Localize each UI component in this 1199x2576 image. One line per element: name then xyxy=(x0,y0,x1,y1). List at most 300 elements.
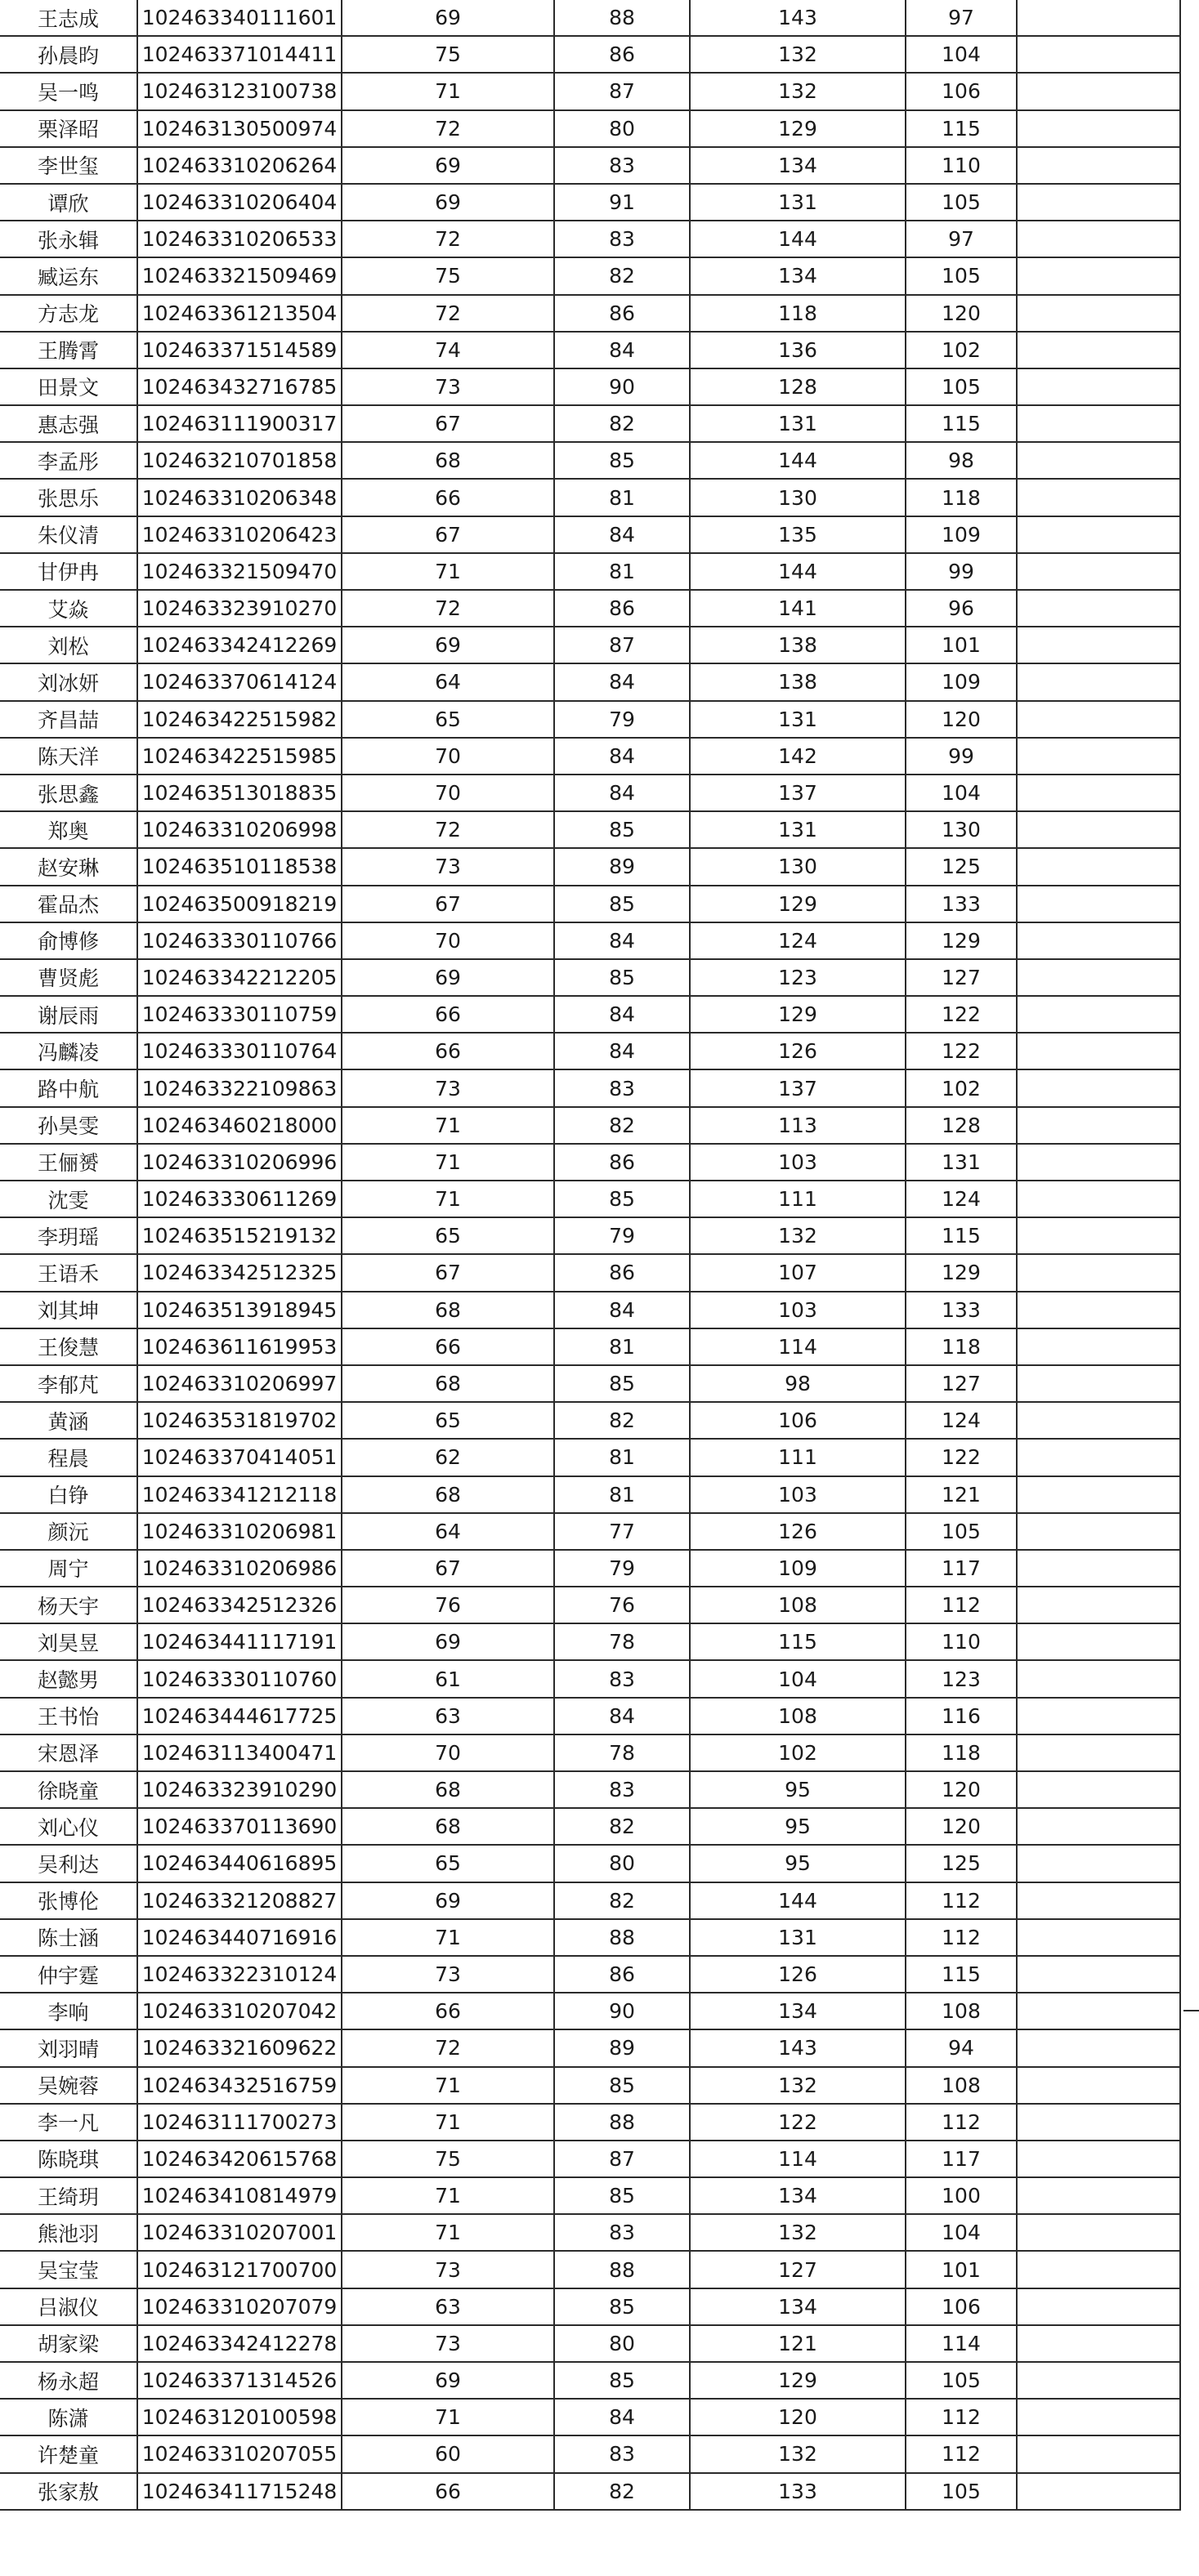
cell-empty xyxy=(1017,2177,1180,2214)
cell-score-4: 118 xyxy=(906,1328,1017,1365)
cell-score-2: 78 xyxy=(554,1734,690,1771)
cell-score-2: 79 xyxy=(554,701,690,738)
cell-score-2: 88 xyxy=(554,2251,690,2288)
cell-name: 陈晓琪 xyxy=(0,2141,137,2177)
cell-score-2: 85 xyxy=(554,2288,690,2325)
cell-name: 朱仪清 xyxy=(0,516,137,553)
cell-score-4: 112 xyxy=(906,2435,1017,2472)
cell-score-3: 144 xyxy=(690,442,906,479)
cell-empty xyxy=(1017,257,1180,294)
cell-name: 陈天洋 xyxy=(0,738,137,775)
table-row xyxy=(0,663,1180,700)
cell-score-3: 134 xyxy=(690,257,906,294)
cell-candidate-id: 102463322310124 xyxy=(137,1956,342,1993)
cell-score-3: 118 xyxy=(690,295,906,332)
cell-candidate-id: 102463444617725 xyxy=(137,1698,342,1734)
cell-name: 刘冰妍 xyxy=(0,663,137,700)
cell-name: 俞博修 xyxy=(0,922,137,959)
cell-score-3: 108 xyxy=(690,1698,906,1734)
cell-name: 张思乐 xyxy=(0,479,137,516)
cell-empty xyxy=(1017,1217,1180,1254)
cell-score-3: 111 xyxy=(690,1181,906,1217)
cell-score-3: 136 xyxy=(690,332,906,368)
cell-score-3: 138 xyxy=(690,663,906,700)
cell-score-1: 66 xyxy=(342,1033,554,1069)
cell-score-3: 129 xyxy=(690,996,906,1033)
cell-candidate-id: 102463513918945 xyxy=(137,1292,342,1328)
cell-candidate-id: 102463411715248 xyxy=(137,2473,342,2510)
cell-name: 张博伦 xyxy=(0,1882,137,1919)
cell-score-2: 81 xyxy=(554,479,690,516)
cell-score-2: 84 xyxy=(554,1698,690,1734)
table-row xyxy=(0,479,1180,516)
cell-score-4: 94 xyxy=(906,2029,1017,2066)
cell-score-1: 71 xyxy=(342,2399,554,2435)
cell-score-2: 83 xyxy=(554,2435,690,2472)
cell-score-3: 131 xyxy=(690,405,906,442)
table-row xyxy=(0,110,1180,147)
cell-score-2: 85 xyxy=(554,811,690,848)
cell-score-1: 62 xyxy=(342,1439,554,1476)
cell-name: 王志成 xyxy=(0,0,137,36)
cell-score-4: 129 xyxy=(906,922,1017,959)
cell-score-4: 124 xyxy=(906,1181,1017,1217)
cell-score-1: 75 xyxy=(342,2141,554,2177)
cell-score-1: 71 xyxy=(342,73,554,109)
table-row xyxy=(0,1808,1180,1845)
cell-candidate-id: 102463432516759 xyxy=(137,2067,342,2104)
cell-score-3: 143 xyxy=(690,0,906,36)
cell-candidate-id: 102463120100598 xyxy=(137,2399,342,2435)
cell-score-1: 72 xyxy=(342,590,554,627)
cell-empty xyxy=(1017,663,1180,700)
cell-candidate-id: 102463342412278 xyxy=(137,2325,342,2362)
cell-score-1: 65 xyxy=(342,1217,554,1254)
cell-score-3: 129 xyxy=(690,886,906,922)
cell-score-4: 99 xyxy=(906,738,1017,775)
table-row xyxy=(0,2399,1180,2435)
cell-score-2: 81 xyxy=(554,1476,690,1513)
cell-candidate-id: 102463531819702 xyxy=(137,1402,342,1439)
cell-name: 吴婉蓉 xyxy=(0,2067,137,2104)
cell-score-4: 117 xyxy=(906,1550,1017,1587)
cell-score-2: 86 xyxy=(554,1144,690,1181)
cell-score-4: 133 xyxy=(906,886,1017,922)
cell-score-1: 66 xyxy=(342,1328,554,1365)
cell-score-3: 141 xyxy=(690,590,906,627)
cell-empty xyxy=(1017,0,1180,36)
cell-score-2: 86 xyxy=(554,295,690,332)
cell-score-2: 76 xyxy=(554,1587,690,1623)
cell-score-2: 80 xyxy=(554,1845,690,1882)
cell-name: 谭欣 xyxy=(0,184,137,221)
table-row xyxy=(0,738,1180,775)
cell-score-3: 104 xyxy=(690,1660,906,1697)
cell-score-4: 127 xyxy=(906,959,1017,996)
table-row xyxy=(0,775,1180,811)
cell-score-1: 71 xyxy=(342,1181,554,1217)
cell-empty xyxy=(1017,2104,1180,2141)
cell-name: 甘伊冉 xyxy=(0,553,137,590)
cell-empty xyxy=(1017,1845,1180,1882)
cell-score-2: 82 xyxy=(554,1402,690,1439)
cell-score-2: 82 xyxy=(554,1882,690,1919)
cell-score-1: 68 xyxy=(342,442,554,479)
cell-candidate-id: 102463432716785 xyxy=(137,368,342,405)
cell-name: 颜沅 xyxy=(0,1513,137,1550)
cell-score-2: 90 xyxy=(554,1993,690,2029)
cell-candidate-id: 102463310206423 xyxy=(137,516,342,553)
cell-name: 刘羽晴 xyxy=(0,2029,137,2066)
cell-score-1: 66 xyxy=(342,1993,554,2029)
cell-score-2: 84 xyxy=(554,996,690,1033)
table-row xyxy=(0,1107,1180,1144)
cell-score-1: 71 xyxy=(342,553,554,590)
cell-empty xyxy=(1017,1660,1180,1697)
cell-score-2: 85 xyxy=(554,2177,690,2214)
table-row xyxy=(0,73,1180,109)
cell-score-2: 84 xyxy=(554,2399,690,2435)
cell-empty xyxy=(1017,959,1180,996)
cell-score-3: 143 xyxy=(690,2029,906,2066)
table-row xyxy=(0,257,1180,294)
cell-candidate-id: 102463361213504 xyxy=(137,295,342,332)
cell-score-1: 73 xyxy=(342,2251,554,2288)
cell-score-1: 68 xyxy=(342,1365,554,1402)
cell-empty xyxy=(1017,811,1180,848)
cell-empty xyxy=(1017,1993,1180,2029)
cell-name: 谢辰雨 xyxy=(0,996,137,1033)
cell-score-4: 104 xyxy=(906,36,1017,73)
cell-empty xyxy=(1017,1365,1180,1402)
table-row xyxy=(0,2177,1180,2214)
cell-score-4: 124 xyxy=(906,1402,1017,1439)
cell-name: 白铮 xyxy=(0,1476,137,1513)
cell-empty xyxy=(1017,1476,1180,1513)
cell-score-4: 99 xyxy=(906,553,1017,590)
table-row xyxy=(0,2473,1180,2510)
cell-score-4: 118 xyxy=(906,1734,1017,1771)
cell-score-2: 85 xyxy=(554,1181,690,1217)
cell-score-1: 73 xyxy=(342,1069,554,1106)
cell-candidate-id: 102463371314526 xyxy=(137,2362,342,2399)
cell-candidate-id: 102463460218000 xyxy=(137,1107,342,1144)
cell-score-4: 122 xyxy=(906,996,1017,1033)
cell-score-3: 109 xyxy=(690,1550,906,1587)
table-row xyxy=(0,1623,1180,1660)
cell-score-2: 83 xyxy=(554,1771,690,1808)
cell-score-1: 75 xyxy=(342,36,554,73)
cell-score-3: 122 xyxy=(690,2104,906,2141)
cell-score-2: 87 xyxy=(554,2141,690,2177)
table-row xyxy=(0,2435,1180,2472)
cell-score-3: 135 xyxy=(690,516,906,553)
cell-empty xyxy=(1017,295,1180,332)
cell-score-4: 102 xyxy=(906,332,1017,368)
cell-score-1: 73 xyxy=(342,368,554,405)
cell-score-2: 81 xyxy=(554,1328,690,1365)
cell-score-2: 80 xyxy=(554,110,690,147)
cell-score-3: 134 xyxy=(690,147,906,184)
cell-candidate-id: 102463440616895 xyxy=(137,1845,342,1882)
table-row xyxy=(0,1292,1180,1328)
cell-candidate-id: 102463121700700 xyxy=(137,2251,342,2288)
cell-name: 刘心仪 xyxy=(0,1808,137,1845)
cell-score-2: 78 xyxy=(554,1623,690,1660)
cell-candidate-id: 102463323910290 xyxy=(137,1771,342,1808)
cell-score-1: 67 xyxy=(342,516,554,553)
cell-candidate-id: 102463322109863 xyxy=(137,1069,342,1106)
cell-score-2: 86 xyxy=(554,36,690,73)
cell-score-4: 115 xyxy=(906,405,1017,442)
cell-name: 周宁 xyxy=(0,1550,137,1587)
cell-empty xyxy=(1017,110,1180,147)
cell-score-4: 110 xyxy=(906,1623,1017,1660)
cell-score-2: 82 xyxy=(554,1107,690,1144)
cell-empty xyxy=(1017,2251,1180,2288)
cell-score-4: 109 xyxy=(906,516,1017,553)
cell-empty xyxy=(1017,848,1180,885)
cell-candidate-id: 102463422515982 xyxy=(137,701,342,738)
cell-empty xyxy=(1017,1808,1180,1845)
cell-score-4: 120 xyxy=(906,1771,1017,1808)
table-row xyxy=(0,1439,1180,1476)
cell-score-1: 68 xyxy=(342,1771,554,1808)
cell-score-3: 132 xyxy=(690,1217,906,1254)
cell-score-2: 88 xyxy=(554,1919,690,1956)
cell-score-2: 84 xyxy=(554,332,690,368)
cell-empty xyxy=(1017,775,1180,811)
cell-score-2: 77 xyxy=(554,1513,690,1550)
cell-score-2: 82 xyxy=(554,405,690,442)
cell-score-2: 83 xyxy=(554,221,690,257)
cell-score-1: 71 xyxy=(342,1144,554,1181)
cell-score-4: 105 xyxy=(906,184,1017,221)
cell-score-3: 132 xyxy=(690,73,906,109)
cell-empty xyxy=(1017,73,1180,109)
cell-score-3: 131 xyxy=(690,811,906,848)
cell-score-4: 97 xyxy=(906,0,1017,36)
cell-name: 艾焱 xyxy=(0,590,137,627)
cell-candidate-id: 102463310206533 xyxy=(137,221,342,257)
cell-score-1: 69 xyxy=(342,2362,554,2399)
cell-score-1: 69 xyxy=(342,184,554,221)
table-row xyxy=(0,959,1180,996)
cell-name: 田景文 xyxy=(0,368,137,405)
cell-score-4: 127 xyxy=(906,1365,1017,1402)
cell-name: 张家敖 xyxy=(0,2473,137,2510)
table-row xyxy=(0,368,1180,405)
cell-name: 沈雯 xyxy=(0,1181,137,1217)
cell-empty xyxy=(1017,1956,1180,1993)
table-row xyxy=(0,2362,1180,2399)
table-row xyxy=(0,1513,1180,1550)
table-border-fragment xyxy=(1183,2010,1199,2011)
cell-empty xyxy=(1017,2399,1180,2435)
cell-name: 熊池羽 xyxy=(0,2214,137,2251)
cell-candidate-id: 102463130500974 xyxy=(137,110,342,147)
cell-score-4: 129 xyxy=(906,1254,1017,1291)
table-row xyxy=(0,1033,1180,1069)
cell-score-4: 104 xyxy=(906,775,1017,811)
cell-score-3: 124 xyxy=(690,922,906,959)
cell-score-2: 84 xyxy=(554,1033,690,1069)
cell-name: 李世玺 xyxy=(0,147,137,184)
cell-score-4: 130 xyxy=(906,811,1017,848)
table-row xyxy=(0,295,1180,332)
cell-score-2: 83 xyxy=(554,147,690,184)
cell-candidate-id: 102463341212118 xyxy=(137,1476,342,1513)
table-row xyxy=(0,2067,1180,2104)
cell-score-1: 73 xyxy=(342,1956,554,1993)
cell-candidate-id: 102463323910270 xyxy=(137,590,342,627)
table-row xyxy=(0,1181,1180,1217)
table-row xyxy=(0,553,1180,590)
table-row xyxy=(0,36,1180,73)
cell-empty xyxy=(1017,147,1180,184)
cell-candidate-id: 102463310207055 xyxy=(137,2435,342,2472)
table-row xyxy=(0,405,1180,442)
table-row xyxy=(0,1660,1180,1697)
cell-score-3: 131 xyxy=(690,701,906,738)
table-row xyxy=(0,1919,1180,1956)
cell-score-3: 128 xyxy=(690,368,906,405)
table-row xyxy=(0,996,1180,1033)
table-row xyxy=(0,2251,1180,2288)
cell-score-4: 122 xyxy=(906,1439,1017,1476)
cell-score-4: 116 xyxy=(906,1698,1017,1734)
cell-name: 孙晨昀 xyxy=(0,36,137,73)
table-row xyxy=(0,848,1180,885)
cell-candidate-id: 102463310207001 xyxy=(137,2214,342,2251)
cell-candidate-id: 102463321609622 xyxy=(137,2029,342,2066)
cell-score-1: 75 xyxy=(342,257,554,294)
table-row xyxy=(0,2214,1180,2251)
cell-score-4: 112 xyxy=(906,1919,1017,1956)
cell-score-1: 66 xyxy=(342,479,554,516)
cell-name: 吴宝莹 xyxy=(0,2251,137,2288)
cell-score-2: 84 xyxy=(554,1292,690,1328)
cell-score-2: 84 xyxy=(554,922,690,959)
cell-name: 齐昌喆 xyxy=(0,701,137,738)
cell-score-1: 72 xyxy=(342,2029,554,2066)
cell-score-3: 123 xyxy=(690,959,906,996)
table-row xyxy=(0,1217,1180,1254)
cell-score-3: 126 xyxy=(690,1513,906,1550)
cell-empty xyxy=(1017,2067,1180,2104)
cell-score-1: 68 xyxy=(342,1292,554,1328)
cell-empty xyxy=(1017,886,1180,922)
cell-empty xyxy=(1017,1033,1180,1069)
cell-score-1: 63 xyxy=(342,2288,554,2325)
cell-empty xyxy=(1017,553,1180,590)
cell-score-4: 106 xyxy=(906,73,1017,109)
cell-candidate-id: 102463310206404 xyxy=(137,184,342,221)
cell-score-3: 95 xyxy=(690,1845,906,1882)
cell-score-3: 126 xyxy=(690,1956,906,1993)
cell-candidate-id: 102463210701858 xyxy=(137,442,342,479)
cell-score-4: 108 xyxy=(906,2067,1017,2104)
cell-score-2: 81 xyxy=(554,1439,690,1476)
cell-name: 程晨 xyxy=(0,1439,137,1476)
cell-name: 霍品杰 xyxy=(0,886,137,922)
table-row xyxy=(0,1328,1180,1365)
cell-name: 曹贤彪 xyxy=(0,959,137,996)
cell-score-2: 87 xyxy=(554,73,690,109)
cell-score-4: 133 xyxy=(906,1292,1017,1328)
cell-name: 王俪赟 xyxy=(0,1144,137,1181)
cell-score-3: 98 xyxy=(690,1365,906,1402)
cell-score-1: 65 xyxy=(342,701,554,738)
cell-empty xyxy=(1017,1402,1180,1439)
cell-candidate-id: 102463370614124 xyxy=(137,663,342,700)
cell-score-2: 90 xyxy=(554,368,690,405)
cell-score-1: 63 xyxy=(342,1698,554,1734)
cell-score-4: 104 xyxy=(906,2214,1017,2251)
cell-empty xyxy=(1017,2288,1180,2325)
cell-candidate-id: 102463310207079 xyxy=(137,2288,342,2325)
cell-score-1: 74 xyxy=(342,332,554,368)
cell-score-1: 70 xyxy=(342,922,554,959)
cell-score-4: 120 xyxy=(906,295,1017,332)
cell-candidate-id: 102463510118538 xyxy=(137,848,342,885)
cell-score-2: 91 xyxy=(554,184,690,221)
cell-empty xyxy=(1017,2473,1180,2510)
cell-candidate-id: 102463410814979 xyxy=(137,2177,342,2214)
cell-score-4: 101 xyxy=(906,627,1017,663)
cell-empty xyxy=(1017,221,1180,257)
cell-score-4: 115 xyxy=(906,1956,1017,1993)
cell-score-2: 80 xyxy=(554,2325,690,2362)
cell-score-4: 125 xyxy=(906,848,1017,885)
cell-name: 孙昊雯 xyxy=(0,1107,137,1144)
cell-score-2: 82 xyxy=(554,257,690,294)
table-row xyxy=(0,1993,1180,2029)
cell-name: 胡家梁 xyxy=(0,2325,137,2362)
cell-name: 王绮玥 xyxy=(0,2177,137,2214)
cell-score-1: 71 xyxy=(342,2177,554,2214)
cell-empty xyxy=(1017,1254,1180,1291)
cell-score-4: 131 xyxy=(906,1144,1017,1181)
cell-empty xyxy=(1017,479,1180,516)
cell-score-3: 144 xyxy=(690,553,906,590)
cell-score-2: 86 xyxy=(554,590,690,627)
cell-empty xyxy=(1017,701,1180,738)
cell-score-3: 114 xyxy=(690,1328,906,1365)
cell-score-4: 122 xyxy=(906,1033,1017,1069)
cell-score-2: 84 xyxy=(554,516,690,553)
cell-score-4: 101 xyxy=(906,2251,1017,2288)
cell-score-1: 70 xyxy=(342,738,554,775)
cell-score-4: 105 xyxy=(906,368,1017,405)
cell-score-1: 66 xyxy=(342,2473,554,2510)
table-row xyxy=(0,1550,1180,1587)
cell-score-1: 73 xyxy=(342,848,554,885)
cell-empty xyxy=(1017,1698,1180,1734)
cell-empty xyxy=(1017,442,1180,479)
cell-score-3: 144 xyxy=(690,221,906,257)
cell-empty xyxy=(1017,738,1180,775)
cell-score-1: 65 xyxy=(342,1402,554,1439)
cell-empty xyxy=(1017,1882,1180,1919)
cell-candidate-id: 102463611619953 xyxy=(137,1328,342,1365)
cell-empty xyxy=(1017,2435,1180,2472)
cell-score-3: 121 xyxy=(690,2325,906,2362)
cell-score-1: 64 xyxy=(342,1513,554,1550)
table-row xyxy=(0,886,1180,922)
cell-candidate-id: 102463342212205 xyxy=(137,959,342,996)
cell-candidate-id: 102463330110764 xyxy=(137,1033,342,1069)
